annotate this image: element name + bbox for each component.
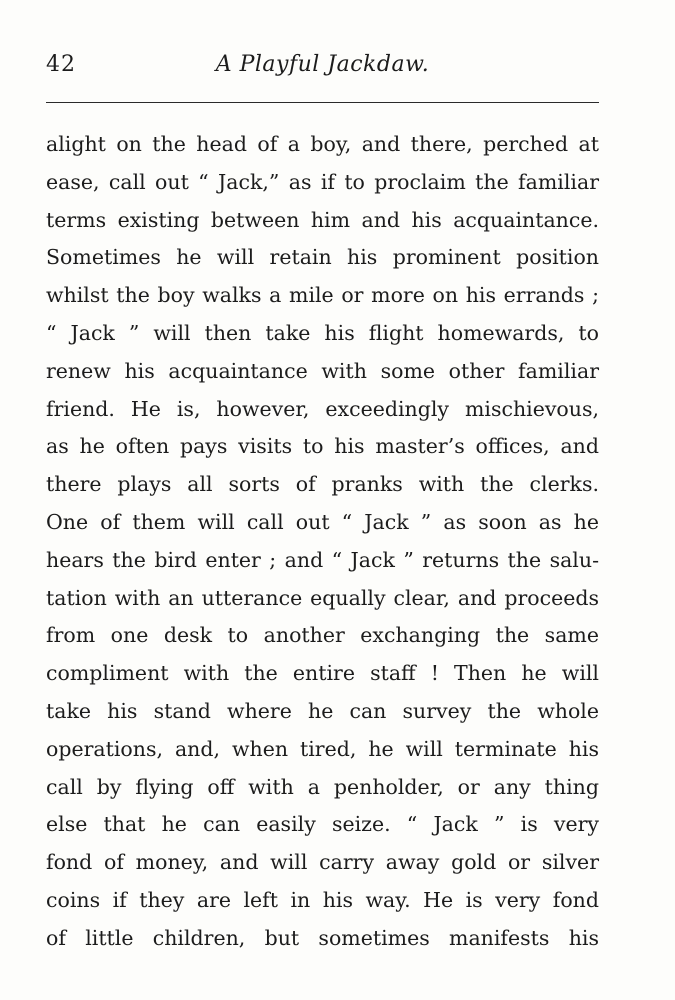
text-line: whilst the boy walks a mile or more on his errands ; [46,283,599,308]
text-line: “ Jack ” will then take his flight homewards, to [46,320,599,345]
text-line: One of them will call out “ Jack ” as soon as he [46,509,599,534]
header-rule [46,102,599,103]
text-line: ease, call out “ Jack,” as if to proclaim the familiar [46,169,599,194]
text-line: tation with an utterance equally clear, and proceeds [46,585,599,610]
text-line: terms existing between him and his acquaintance. [46,207,599,232]
text-line: as he often pays visits to his master’s offices, and [46,434,599,459]
text-line: renew his acquaintance with some other familiar [46,358,599,383]
text-line: coins if they are left in his way. He is very fond [46,887,599,912]
text-line: else that he can easily seize. “ Jack ” is very [46,812,599,837]
text-line: fond of money, and will carry away gold or silver [46,850,599,875]
body-text [46,126,599,958]
text-line: hears the bird enter ; and “ Jack ” returns the salu- [46,547,599,572]
text-line: of little children, but sometimes manifests his [46,925,599,950]
page-header [46,46,599,86]
text-line: friend. He is, however, exceedingly mischievous, [46,396,599,421]
text-line: operations, and, when tired, he will terminate his [46,736,599,761]
text-line: Sometimes he will retain his prominent position [46,245,599,270]
text-line: take his stand where he can survey the whole [46,698,599,723]
text-line: compliment with the entire staff ! Then he will [46,661,599,686]
text-line: call by flying off with a penholder, or any thing [46,774,599,799]
text-line: from one desk to another exchanging the same [46,623,599,648]
text-line: there plays all sorts of pranks with the clerks. [46,472,599,497]
page-number: 42 [46,52,76,77]
text-line: alight on the head of a boy, and there, perched at [46,132,599,156]
running-title: A Playful Jackdaw. [215,52,430,77]
